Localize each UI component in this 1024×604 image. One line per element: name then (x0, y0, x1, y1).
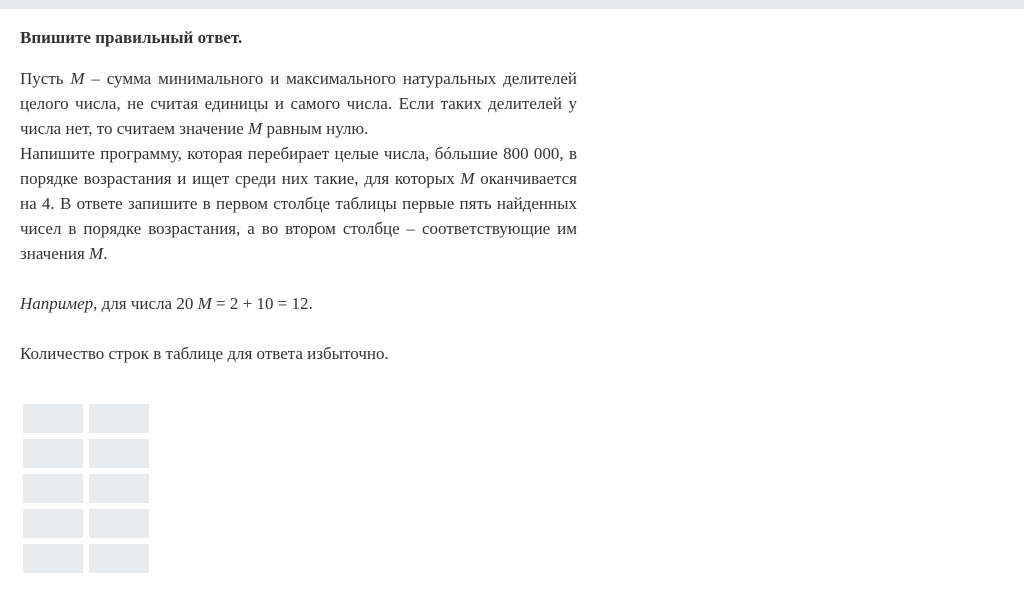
variable-m: M (70, 69, 85, 88)
task-text-span: оканчивается на 4. В ответе запишите в первом столбце таблицы первые пять найденных чисел в порядке возрастания, а во втором столбце – соответствующие им значения (20, 169, 577, 263)
spacer (20, 316, 577, 341)
spacer (20, 266, 577, 291)
task-instruction: Впишите правильный ответ. (20, 28, 243, 47)
answer-cell-r3-c1[interactable] (23, 474, 83, 503)
variable-m: M (197, 294, 212, 313)
task-paragraph-1 (20, 66, 577, 141)
answer-cell-r2-c2[interactable] (89, 439, 149, 468)
answer-cell-r1-c1[interactable] (23, 404, 83, 433)
answer-cell-r5-c2[interactable] (89, 544, 149, 573)
answer-cell-r5-c1[interactable] (23, 544, 83, 573)
top-bar (0, 0, 1024, 9)
task-text-span: = 2 + 10 = 12. (211, 294, 313, 313)
task-text-span: Пусть (20, 69, 71, 88)
variable-m: M (460, 169, 475, 188)
task-text-span: – сумма минимального и максимального натуральных делителей целого числа, не считая единицы и самого числа. Если таких делителей у числа нет, то считаем значение (20, 69, 577, 138)
task-paragraph-2 (20, 141, 577, 266)
answer-cell-r4-c1[interactable] (23, 509, 83, 538)
task-text-span: равным нулю. (262, 119, 369, 138)
variable-m: M (248, 119, 263, 138)
answer-cell-r2-c1[interactable] (23, 439, 83, 468)
answer-cell-r4-c2[interactable] (89, 509, 149, 538)
task-text-span: . (103, 244, 108, 263)
task-example (20, 291, 577, 316)
answer-table (23, 404, 149, 573)
task-text-span: для числа 20 (97, 294, 198, 313)
example-label: Например, (20, 294, 98, 313)
answer-cell-r3-c2[interactable] (89, 474, 149, 503)
task-text-span: Напишите программу, которая перебирает целые числа, бóльшие 800 000, в порядке возрастания и ищет среди них такие, для которых (20, 144, 577, 188)
task-note: Количество строк в таблице для ответа избыточно. (20, 344, 389, 363)
task-text (20, 66, 577, 366)
variable-m: M (89, 244, 104, 263)
task-content (20, 26, 577, 366)
answer-cell-r1-c2[interactable] (89, 404, 149, 433)
